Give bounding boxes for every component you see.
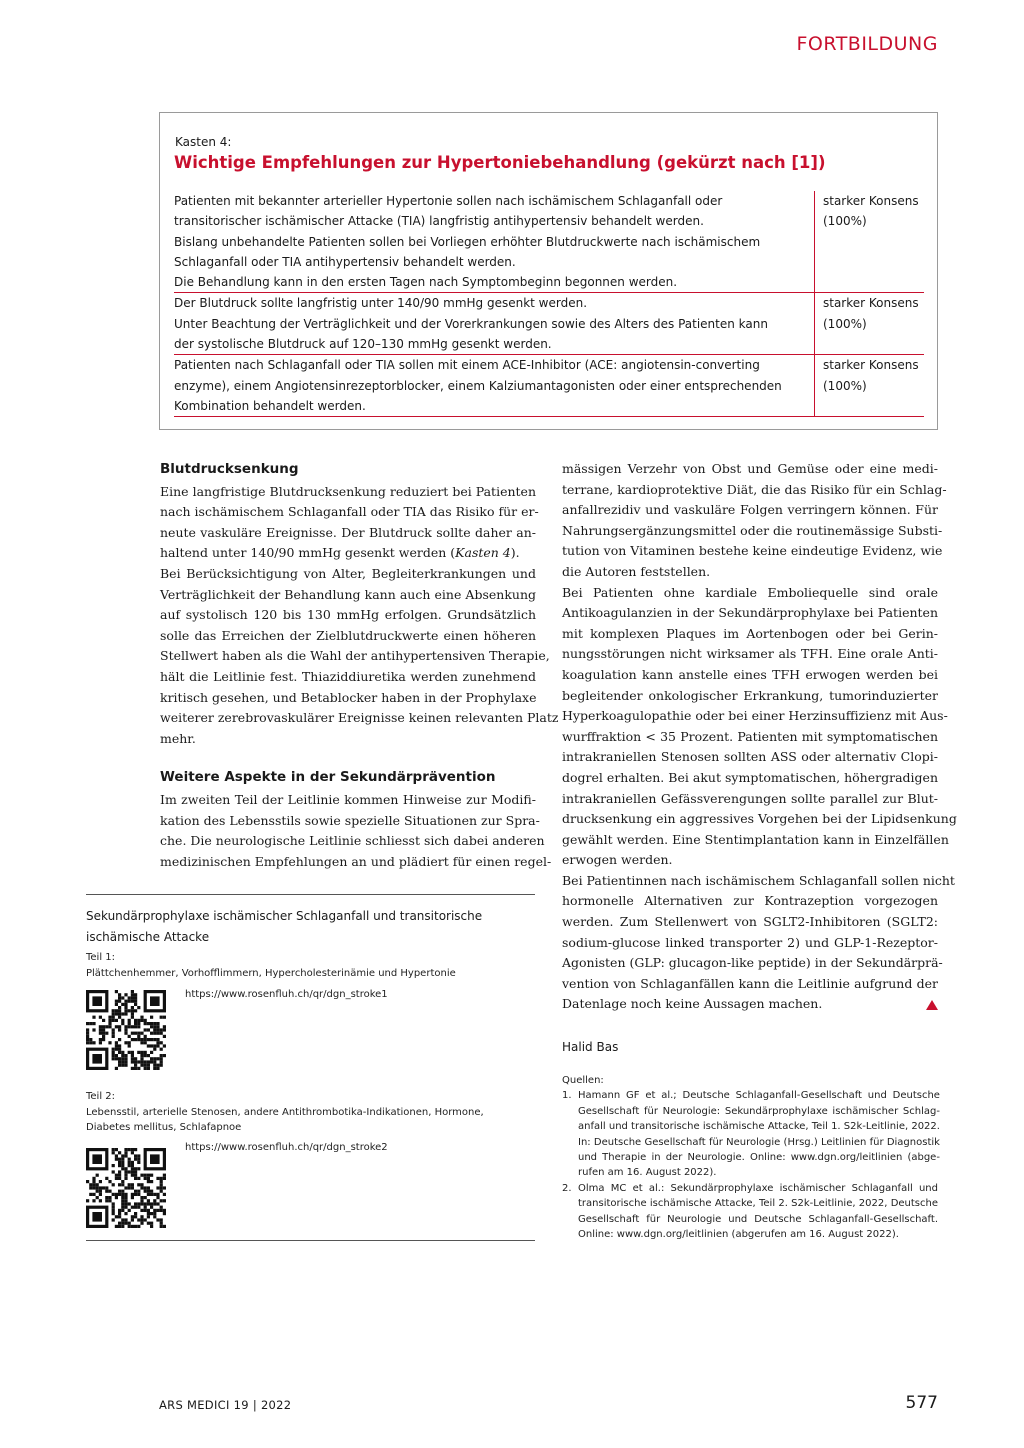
qr-code-icon[interactable] bbox=[86, 1148, 166, 1228]
reference-number: 2. bbox=[562, 1182, 572, 1194]
recommendation-box bbox=[159, 112, 938, 430]
section-heading: Weitere Aspekte in der Sekundärprävention bbox=[160, 769, 496, 786]
text-line: kation des Lebensstils sowie spezielle Situationen zur Spra- bbox=[160, 812, 540, 828]
qr-code-icon[interactable] bbox=[86, 990, 166, 1070]
recommendation-line: Der Blutdruck sollte langfristig unter 140/90 mmHg gesenkt werden. bbox=[174, 296, 588, 311]
box-title: Wichtige Empfehlungen zur Hypertoniebehandlung (gekürzt nach [1]) bbox=[174, 153, 826, 172]
recommendation-line: Unter Beachtung der Verträglichkeit und der Vorerkrankungen sowie des Alters des Patienten kann bbox=[174, 316, 768, 331]
text-line: mässigen Verzehr von Obst und Gemüse oder eine medi- bbox=[562, 461, 938, 476]
text-line: Im zweiten Teil der Leitlinie kommen Hinweise zur Modifi- bbox=[160, 791, 536, 807]
reference-line: Gesellschaft für Neurologie und Deutsche Schlaganfall-Gesellschaft. bbox=[578, 1213, 938, 1225]
part1-url-link[interactable]: https://www.rosenfluh.ch/qr/dgn_stroke1 bbox=[185, 989, 388, 1000]
text-line: Bei Berücksichtigung von Alter, Begleiterkrankungen und bbox=[160, 565, 536, 581]
text-line: Verträglichkeit der Behandlung kann auch eine Absenkung bbox=[160, 586, 536, 602]
reference-text bbox=[578, 1088, 940, 1180]
reference-line: Gesellschaft für Neurologie: Sekundärprophylaxe ischämischer Schlag- bbox=[578, 1105, 940, 1117]
text-line: Agonisten (GLP: glucagon-like peptide) in der Sekundärprä- bbox=[562, 955, 943, 971]
consensus-cell bbox=[814, 191, 924, 292]
text-line: sodium-glucose linked transporter 2) und GLP-1-Rezeptor- bbox=[562, 934, 938, 950]
text-line: nungsstörungen nicht wirksamer als TFH. Eine orale Anti- bbox=[562, 646, 938, 662]
consensus-label: starker Konsens bbox=[823, 358, 919, 373]
text-line: tution von Vitaminen bestehe keine eindeutige Evidenz, wie bbox=[562, 543, 943, 559]
part1-block bbox=[86, 950, 536, 981]
text-line: erwogen werden. bbox=[562, 852, 673, 868]
text-fragment: haltend unter 140/90 mmHg gesenkt werden ( bbox=[160, 545, 456, 561]
recommendation-line: transitorischer ischämischer Attacke (TIA) langfristig antihypertensiv behandelt werden. bbox=[174, 214, 704, 229]
recommendation-text bbox=[174, 191, 814, 292]
text-line: drucksenkung ein aggressives Vorgehen bei der Lipidsenkung bbox=[562, 811, 957, 827]
text-line: vention von Schlaganfällen kann die Leitlinie aufgrund der bbox=[562, 975, 938, 991]
part2-block bbox=[86, 1089, 536, 1136]
reference-line: und Therapie in der Neurologie. Online: www.dgn.org/leitlinien (abge- bbox=[578, 1152, 940, 1164]
page-number: 577 bbox=[905, 1393, 938, 1413]
reference-line: Olma MC et al.: Sekundärprophylaxe ischämischer Schlaganfall und bbox=[578, 1182, 938, 1194]
author-name: Halid Bas bbox=[562, 1040, 619, 1054]
recommendation-row bbox=[174, 293, 924, 355]
text-line: che. Die neurologische Leitlinie schliesst sich dabei anderen bbox=[160, 833, 545, 849]
consensus-value: (100%) bbox=[823, 214, 867, 229]
box-reference-link[interactable]: Kasten 4 bbox=[455, 545, 511, 561]
text-line: hält die Leitlinie fest. Thiaziddiuretika werden zunehmend bbox=[160, 668, 536, 684]
reference-line: In: Deutsche Gesellschaft für Neurologie (Hrsg.) Leitlinien für Diagnostik bbox=[578, 1136, 940, 1148]
text-line: Hyperkoagulopathie oder bei einer Herzinsuffizienz mit Aus- bbox=[562, 708, 948, 724]
reference-line: Hamann GF et al.; Deutsche Schlaganfall-Gesellschaft und Deutsche bbox=[578, 1090, 940, 1102]
text-line: kritisch gesehen, und Betablocker haben in der Prophylaxe bbox=[160, 689, 537, 705]
text-line: auf systolisch 120 bis 130 mmHg erfolgen. Grundsätzlich bbox=[160, 607, 536, 623]
recommendation-line: Kombination behandelt werden. bbox=[174, 398, 366, 413]
end-of-article-triangle-icon bbox=[926, 1000, 938, 1010]
part2-text: Lebensstil, arterielle Stenosen, andere Antithrombotika-Indikationen, Hormone, Diabetes mellitus, Schlafapnoe bbox=[86, 1106, 484, 1133]
text-line: dogrel erhalten. Bei akut symptomatischen, höhergradigen bbox=[562, 769, 938, 785]
sidebar-title-line: ischämische Attacke bbox=[86, 930, 210, 944]
sidebar-title bbox=[86, 906, 506, 948]
part2-label: Teil 2: bbox=[86, 1091, 116, 1102]
reference-line: anfall und transitorische ischämische Attacke, Teil 1. S2k-Leitlinie, 2022. bbox=[578, 1121, 940, 1133]
recommendation-line: Patienten mit bekannter arterieller Hypertonie sollen nach ischämischem Schlaganfall oder bbox=[174, 194, 723, 208]
text-line: terrane, kardioprotektive Diät, die das Risiko für ein Schlag- bbox=[562, 481, 947, 497]
text-line: Stellwert haben als die Wahl der antihypertensiven Therapie, bbox=[160, 648, 550, 664]
recommendation-line: enzyme), einem Angiotensinrezeptorblocker, einem Kalziumantagonisten oder einer entsprechenden bbox=[174, 378, 782, 393]
text-line: intrakraniellen Gefässverengungen sollte parallel zur Blut- bbox=[562, 790, 938, 806]
recommendation-text bbox=[174, 355, 814, 416]
text-line: gewählt werden. Eine Stentimplantation kann in Einzelfällen bbox=[562, 831, 949, 847]
text-line: koagulation kann anstelle eines TFH erwogen werden bei bbox=[562, 666, 938, 682]
consensus-value: (100%) bbox=[823, 316, 867, 331]
consensus-cell bbox=[814, 293, 924, 354]
section-heading: Blutdrucksenkung bbox=[160, 461, 299, 477]
consensus-label: starker Konsens bbox=[823, 194, 919, 208]
text-line: begleitender onkologischer Erkrankung, tumorinduzierter bbox=[562, 687, 938, 703]
article-column-left bbox=[160, 459, 559, 872]
text-line: medizinischen Empfehlungen an und plädiert für einen regel- bbox=[160, 853, 552, 869]
text-fragment: ). bbox=[510, 545, 520, 561]
text-line: nach ischämischem Schlaganfall oder TIA das Risiko für er- bbox=[160, 504, 539, 520]
part1-label: Teil 1: bbox=[86, 952, 116, 963]
text-line: Bei Patientinnen nach ischämischem Schlaganfall sollen nicht bbox=[562, 872, 955, 888]
text-line: die Autoren feststellen. bbox=[562, 563, 711, 579]
text-line: anfallrezidiv und vaskuläre Folgen verringern können. Für bbox=[562, 502, 938, 518]
text-line: intrakraniellen Stenosen sollten ASS oder alternativ Clopi- bbox=[562, 749, 938, 765]
text-line: weiterer zerebrovaskulärer Ereignisse keinen relevanten Platz bbox=[160, 710, 559, 726]
part1-text: Plättchenhemmer, Vorhofflimmern, Hypercholesterinämie und Hypertonie bbox=[86, 967, 456, 979]
recommendation-row bbox=[174, 191, 924, 293]
text-line: werden. Zum Stellenwert von SGLT2-Inhibitoren (SGLT2: bbox=[562, 914, 938, 930]
text-line: Datenlage noch keine Aussagen machen. bbox=[562, 996, 823, 1012]
consensus-value: (100%) bbox=[823, 378, 867, 393]
recommendation-table bbox=[174, 191, 924, 417]
reference-text bbox=[578, 1181, 938, 1243]
reference-item bbox=[562, 1181, 938, 1243]
reference-line: rufen am 16. August 2022). bbox=[578, 1167, 717, 1179]
consensus-cell bbox=[814, 355, 924, 416]
reference-line: transitorische ischämische Attacke, Teil 2. S2k-Leitlinie, 2022, Deutsche bbox=[578, 1198, 938, 1210]
box-label: Kasten 4: bbox=[175, 135, 232, 149]
sidebar-title-line: Sekundärprophylaxe ischämischer Schlaganfall und transitorische bbox=[86, 909, 483, 923]
text-line: wurffraktion < 35 Prozent. Patienten mit symptomatischen bbox=[562, 728, 938, 744]
text-line: hormonelle Alternativen zur Kontrazeption vorgezogen bbox=[562, 893, 938, 909]
recommendation-row bbox=[174, 355, 924, 417]
text-line: Antikoagulanzien in der Sekundärprophylaxe bei Patienten bbox=[562, 605, 938, 621]
reference-item bbox=[562, 1088, 938, 1180]
sidebar-bottom-rule bbox=[86, 1240, 535, 1241]
sidebar-top-rule bbox=[86, 894, 535, 895]
text-line bbox=[160, 543, 536, 564]
text-line: mehr. bbox=[160, 730, 196, 746]
recommendation-text bbox=[174, 293, 814, 354]
reference-number: 1. bbox=[562, 1090, 572, 1102]
recommendation-line: Die Behandlung kann in den ersten Tagen nach Symptombeginn begonnen werden. bbox=[174, 275, 678, 290]
references bbox=[562, 1073, 938, 1242]
text-line: Eine langfristige Blutdrucksenkung reduziert bei Patienten bbox=[160, 483, 536, 499]
paragraph bbox=[160, 482, 559, 750]
article-column-right bbox=[562, 459, 957, 1015]
text-line: mit komplexen Plaques im Aortenbogen oder bei Gerin- bbox=[562, 625, 938, 641]
recommendation-line: Schlaganfall oder TIA antihypertensiv behandelt werden. bbox=[174, 254, 516, 269]
text-line: neute vaskuläre Ereignisse. Der Blutdruck sollte daher an- bbox=[160, 524, 536, 540]
consensus-label: starker Konsens bbox=[823, 296, 919, 311]
text-line: Nahrungsergänzungsmittel oder die routinemässige Substi- bbox=[562, 522, 943, 538]
recommendation-line: Patienten nach Schlaganfall oder TIA sollen mit einem ACE-Inhibitor (ACE: angiotensin-converting bbox=[174, 358, 760, 373]
paragraph bbox=[160, 790, 552, 872]
text-line: Bei Patienten ohne kardiale Emboliequelle sind orale bbox=[562, 584, 938, 600]
journal-issue: ARS MEDICI 19 | 2022 bbox=[159, 1398, 292, 1412]
reference-line: Online: www.dgn.org/leitlinien (abgerufen am 16. August 2022). bbox=[578, 1229, 899, 1241]
text-line: solle das Erreichen der Zielblutdruckwerte einen höheren bbox=[160, 627, 536, 643]
recommendation-line: Bislang unbehandelte Patienten sollen bei Vorliegen erhöhter Blutdruckwerte nach ischämischem bbox=[174, 234, 761, 249]
section-title: FORTBILDUNG bbox=[796, 33, 938, 55]
part2-url-link[interactable]: https://www.rosenfluh.ch/qr/dgn_stroke2 bbox=[185, 1142, 388, 1153]
recommendation-line: der systolische Blutdruck auf 120–130 mmHg gesenkt werden. bbox=[174, 337, 552, 352]
references-label: Quellen: bbox=[562, 1075, 604, 1086]
